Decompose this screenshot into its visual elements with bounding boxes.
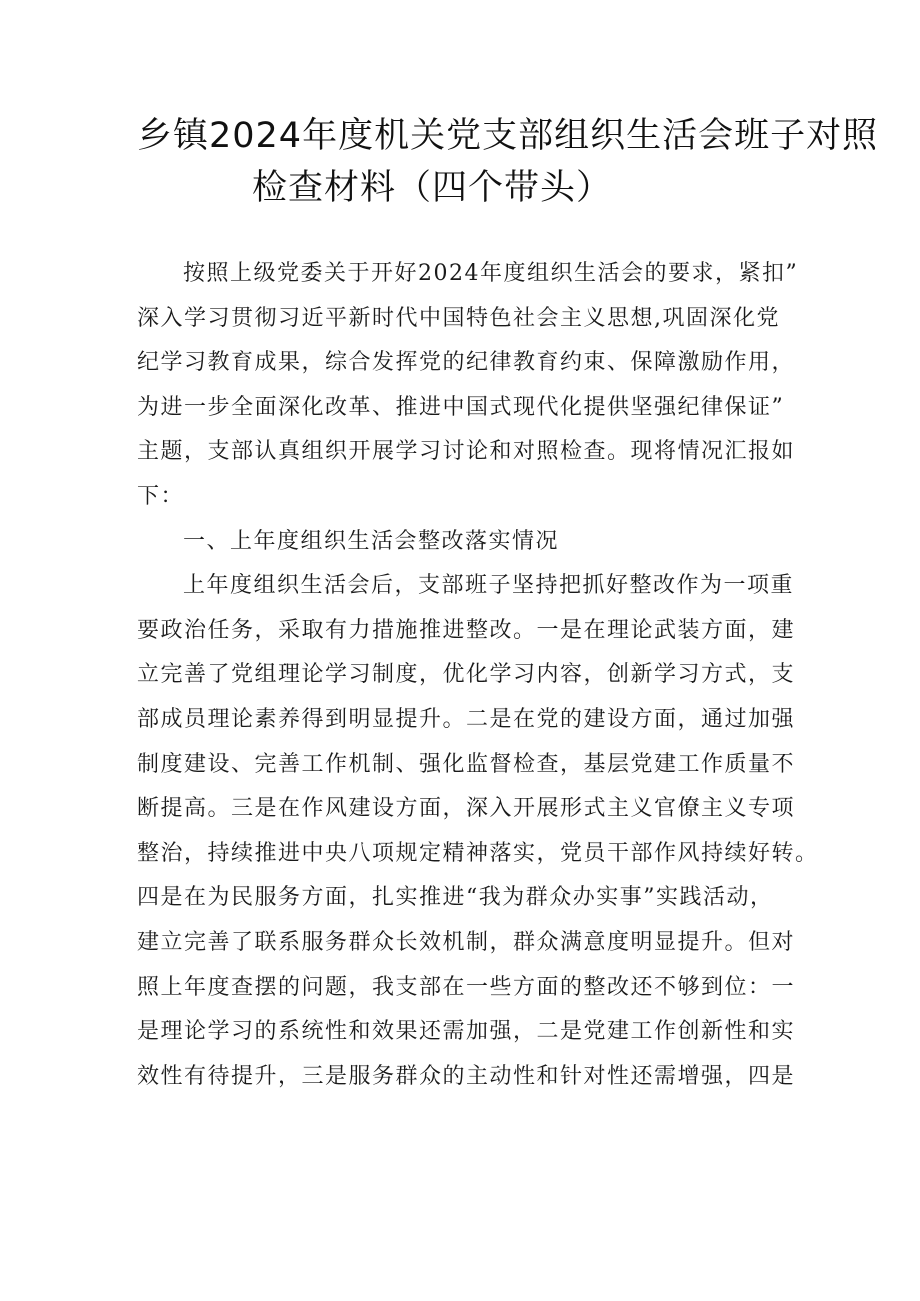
- paragraph-line: 四是在为民服务方面，扎实推进“我为群众办实事”实践活动，: [137, 885, 774, 911]
- document-title-line1: 乡镇2024年度机关党支部组织生活会班子对照: [137, 116, 879, 156]
- paragraph-line: 制度建设、完善工作机制、强化监督检查，基层党建工作质量不: [137, 751, 796, 777]
- paragraph-line: 纪学习教育成果，综合发挥党的纪律教育约束、保障激励作用，: [137, 350, 796, 376]
- paragraph-line: 断提高。三是在作风建设方面，深入开展形式主义官僚主义专项: [137, 796, 796, 822]
- document-body: [137, 252, 819, 1099]
- paragraph-line: 要政治任务，采取有力措施推进整改。一是在理论武装方面，建: [137, 617, 796, 643]
- paragraph-line: 整治，持续推进中央八项规定精神落实，党员干部作风持续好转。: [137, 840, 819, 866]
- paragraph-line: 部成员理论素养得到明显提升。二是在党的建设方面，通过加强: [137, 706, 796, 732]
- paragraph-line: 上年度组织生活会后，支部班子坚持把抓好整改作为一项重: [183, 573, 795, 599]
- paragraph-line: 深入学习贯彻习近平新时代中国特色社会主义思想,巩固深化党: [137, 305, 780, 331]
- paragraph-line: 主题，支部认真组织开展学习讨论和对照检查。现将情况汇报如: [137, 439, 796, 465]
- section-heading: 一、上年度组织生活会整改落实情况: [183, 528, 560, 554]
- paragraph-line: 建立完善了联系服务群众长效机制，群众满意度明显提升。但对: [137, 929, 796, 955]
- paragraph-line: 为进一步全面深化改革、推进中国式现代化提供坚强纪律保证”: [137, 394, 785, 420]
- paragraph-line: 效性有待提升，三是服务群众的主动性和针对性还需增强，四是: [137, 1063, 796, 1089]
- document-title-line2: 检查材料（四个带头）: [252, 168, 613, 208]
- paragraph-line: 立完善了党组理论学习制度，优化学习内容，创新学习方式，支: [137, 662, 796, 688]
- paragraph-line: 是理论学习的系统性和效果还需加强，二是党建工作创新性和实: [137, 1019, 796, 1045]
- paragraph-line: 按照上级党委关于开好2024年度组织生活会的要求，紧扣”: [183, 261, 799, 286]
- paragraph-line: 下：: [137, 483, 185, 509]
- paragraph-line: 照上年度查摆的问题，我支部在一些方面的整改还不够到位：一: [137, 974, 796, 1000]
